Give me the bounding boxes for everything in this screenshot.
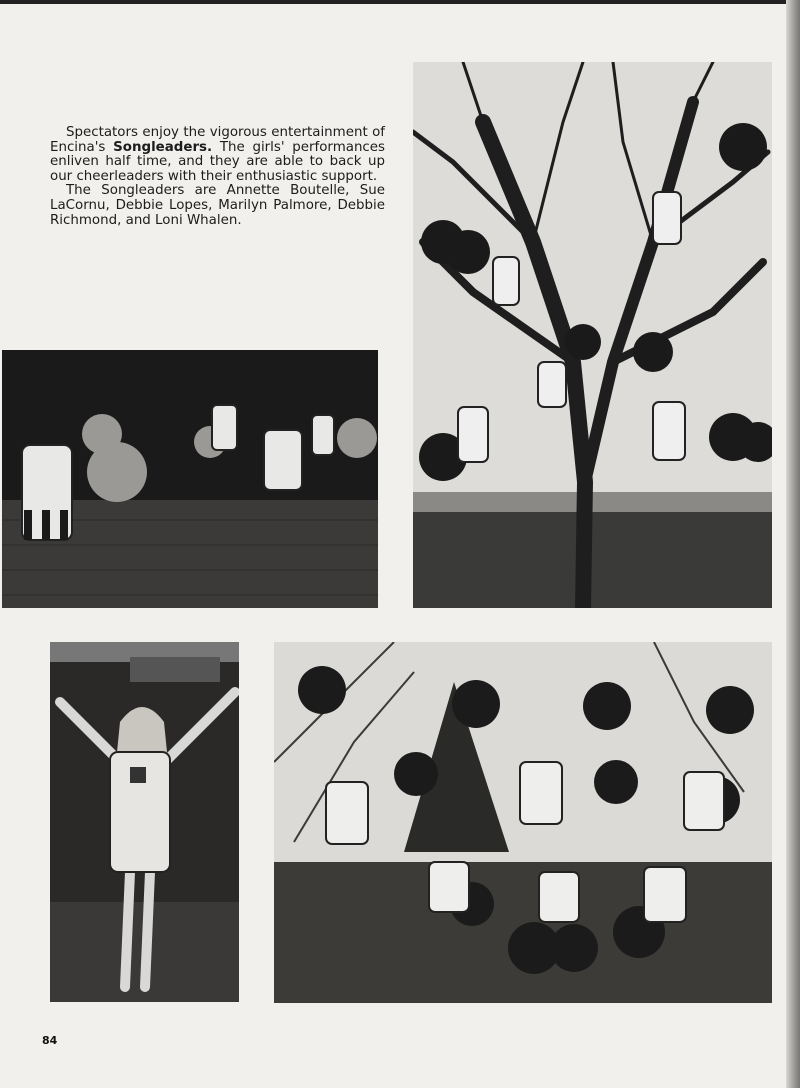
page-top-edge bbox=[0, 0, 800, 4]
photo-songleaders-in-tree bbox=[413, 62, 772, 608]
photo-songleaders-gym bbox=[2, 350, 378, 608]
page-binding-shadow bbox=[786, 0, 800, 1088]
caption-intro-after: The girls' performances enliven half time, and they are able to back up our cheerleaders with their enthusiastic support. bbox=[50, 139, 386, 184]
caption-emphasis: Songleaders. bbox=[113, 139, 213, 155]
caption-text bbox=[50, 126, 385, 228]
caption-intro-before: Spectators enjoy the vigorous entertainment of Encina's bbox=[50, 125, 385, 155]
photo-songleaders-group bbox=[274, 642, 772, 1003]
photo-songleader-solo bbox=[50, 642, 239, 1002]
caption-paragraph-intro bbox=[50, 126, 385, 184]
page-number: 84 bbox=[42, 1034, 58, 1047]
caption-paragraph-members: The Songleaders are Annette Boutelle, Sue LaCornu, Debbie Lopes, Marilyn Palmore, Debbie Richmond, and Loni Whalen. bbox=[50, 183, 385, 228]
